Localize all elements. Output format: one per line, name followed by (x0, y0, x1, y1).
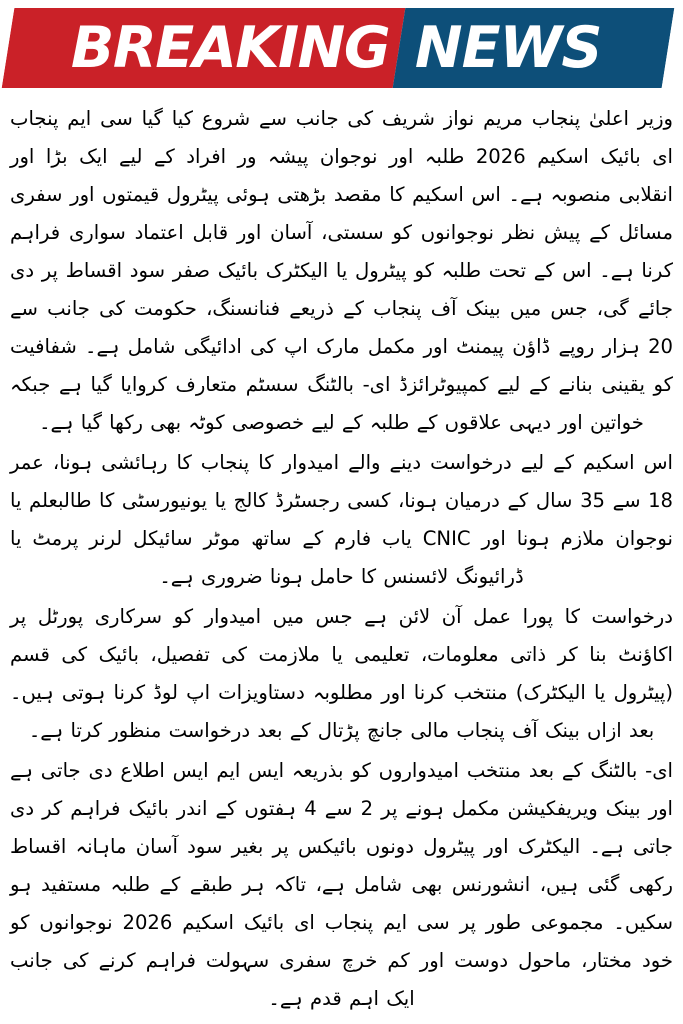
banner-word-breaking: BREAKING (71, 14, 390, 81)
breaking-news-banner (0, 0, 683, 104)
banner-blue-panel (393, 8, 674, 88)
article-paragraph-1: وزیر اعلیٰ پنجاب مریم نواز شریف کی جانب سے شروع کیا گیا سی ایم پنجاب ای بائیک اسکیم 2026 طلبہ اور نوجوان پیشہ ور افراد کے لیے ایک بڑا اور انقلابی منصوبہ ہے۔ اس اسکیم کا مقصد بڑھتی ہوئی پیٹرول قیمتوں اور سفری مسائل کے پیش نظر نوجوانوں کو سستی، آسان اور قابل اعتماد سواری فراہم کرنا ہے۔ اس کے تحت طلبہ کو پیٹرول یا الیکٹرک بائیک صفر سود اقساط پر دی جائے گی، جس میں بینک آف پنجاب کے ذریعے فنانسنگ، حکومت کی جانب سے 20 ہزار روپے ڈاؤن پیمنٹ اور مکمل مارک اپ کی ادائیگی شامل ہے۔ شفافیت کو یقینی بنانے کے لیے کمپیوٹرائزڈ ای- بالٹنگ سسٹم متعارف کروایا گیا ہے جبکہ خواتین اور دیہی علاقوں کے طلبہ کے لیے خصوصی کوٹہ بھی رکھا گیا ہے۔ (10, 107, 673, 434)
banner-red-panel (2, 8, 406, 88)
article-paragraph-3: درخواست کا پورا عمل آن لائن ہے جس میں امیدوار کو سرکاری پورٹل پر اکاؤنٹ بنا کر ذاتی معلومات، تعلیمی یا ملازمت کی تفصیل، بائیک کی قسم (پیٹرول یا الیکٹرک) منتخب کرنا اور مطلوبہ دستاویزات اپ لوڈ کرنا ہوتی ہیں۔ بعد ازاں بینک آف پنجاب مالی جانچ پڑتال کے بعد درخواست منظور کرتا ہے۔ (10, 605, 673, 742)
article-paragraph-2: اس اسکیم کے لیے درخواست دینے والے امیدوار کا پنجاب کا رہائشی ہونا، عمر 18 سے 35 سال کے درمیان ہونا، کسی رجسٹرڈ کالج یا یونیورسٹی کا طالبعلم یا نوجوان ملازم ہونا اور CNIC یاب فارم کے ساتھ موٹر سائیکل لرنر پرمٹ یا ڈرائیونگ لائسنس کا حامل ہونا ضروری ہے۔ (10, 451, 674, 588)
banner-graphic (2, 8, 675, 88)
article-body (0, 100, 683, 1024)
article-paragraph-4: ای- بالٹنگ کے بعد منتخب امیدواروں کو بذریعہ ایس ایم ایس اطلاع دی جاتی ہے اور بینک ویریفکیشن مکمل ہونے پر 2 سے 4 ہفتوں کے اندر بائیک فراہم کر دی جاتی ہے۔ الیکٹرک اور پیٹرول دونوں بائیکس پر بغیر سود آسان ماہانہ اقساط رکھی گئی ہیں، انشورنس بھی شامل ہے، تاکہ ہر طبقے کے طلبہ مستفید ہو سکیں۔ مجموعی طور پر سی ایم پنجاب ای بائیک اسکیم 2026 نوجوانوں کو خود مختار، ماحول دوست اور کم خرچ سفری سہولت فراہم کرنے کی جانب ایک اہم قدم ہے۔ (10, 759, 673, 1010)
banner-word-news: NEWS (415, 14, 602, 81)
